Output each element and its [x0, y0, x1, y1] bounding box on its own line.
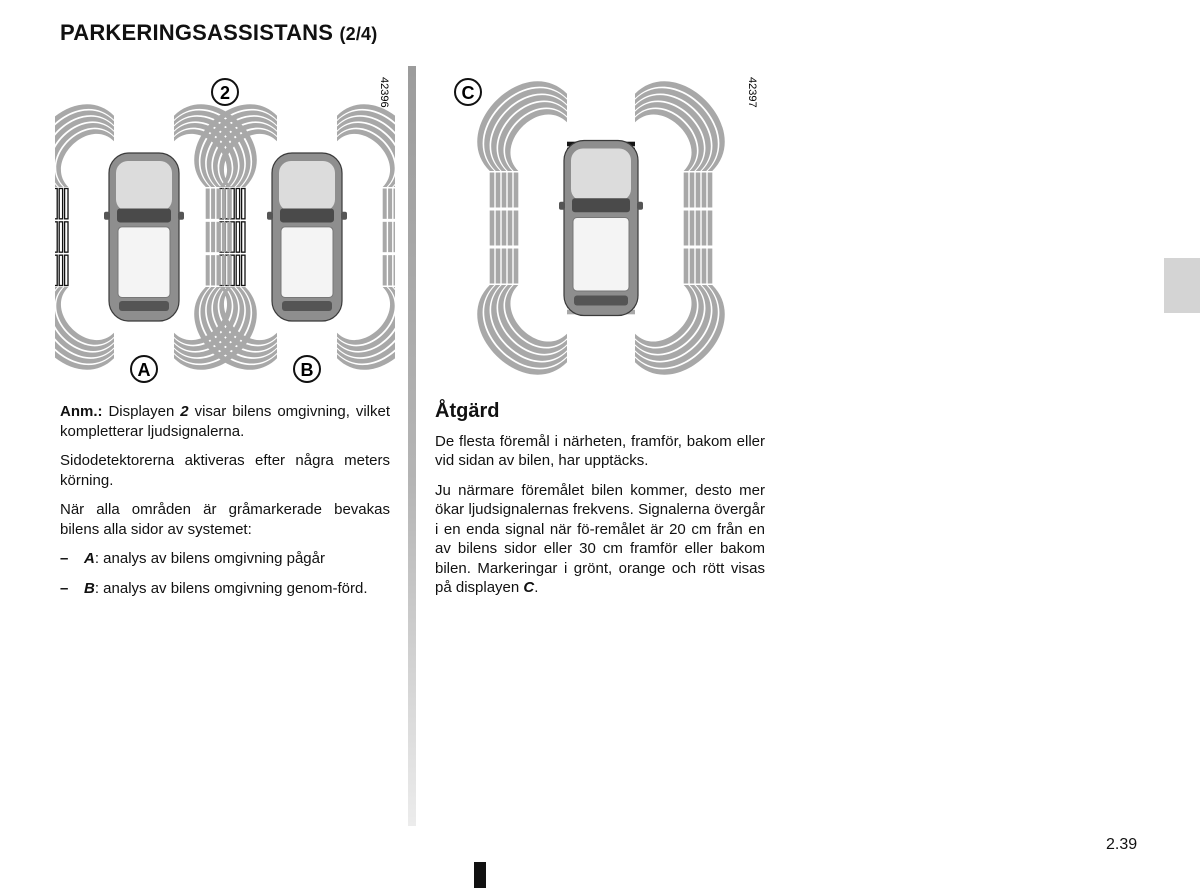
- list-item: – B: analys av bilens omgivning genom-förd.: [60, 579, 368, 597]
- car-top-view: [104, 153, 184, 321]
- column-divider: [408, 66, 416, 826]
- title-sub: (2/4): [339, 24, 378, 44]
- callout-2: [212, 79, 238, 105]
- note-paragraph: Anm.: Displayen 2 visar bilens omgivning, vilket kompletterar ljudsignalerna.: [60, 403, 391, 440]
- signal-paragraph: Ju närmare föremålet bilen kommer, desto mer ökar ljudsignalernas frekvens. Signalerna övergår i en enda signal när fö-remålet är 20 cm från en av bilens sidor eller 30 cm framför eller bakom bilen. Markeringar i grönt, orange och rött visas på displayen C.: [435, 481, 765, 596]
- right-column: [435, 402, 765, 608]
- page-title: [60, 20, 377, 46]
- section-heading: Åtgärd: [435, 400, 500, 422]
- list-item: – A: analys av bilens omgivning pågår: [60, 550, 325, 567]
- detection-paragraph: De flesta föremål i närheten, framför, bakom eller vid sidan av bilen, har upptäcks.: [435, 432, 765, 469]
- label-b: B: [300, 360, 314, 380]
- side-detectors-paragraph: Sidodetektorerna aktiveras efter några meters körning.: [60, 452, 390, 489]
- display-ref: C: [523, 579, 535, 596]
- sensor-display-c: [477, 81, 725, 375]
- callout-2-label: 2: [219, 83, 231, 103]
- parking-display-figure-1: [55, 65, 395, 390]
- chapter-tab: [1164, 258, 1200, 313]
- sensor-displays-ab: [55, 104, 395, 370]
- gray-areas-paragraph: När alla områden är gråmarkerade bevakas bilens alla sidor av systemet:: [60, 501, 390, 538]
- left-column: [60, 402, 390, 608]
- title-main: PARKERINGSASSISTANS: [60, 20, 334, 45]
- page-number: 2.39: [1106, 836, 1138, 853]
- parking-display-figure-2: [440, 65, 770, 390]
- callout-a: [131, 356, 157, 382]
- note-ref: 2: [180, 403, 189, 420]
- car-top-view: [267, 153, 347, 321]
- callout-b: [294, 356, 320, 382]
- figure-ref-number: 42396: [378, 77, 390, 108]
- callout-c: [455, 79, 481, 105]
- figure-ref-number: 42397: [746, 77, 758, 108]
- car-top-view: [559, 141, 643, 316]
- callout-c-label: C: [461, 83, 475, 103]
- label-a: A: [137, 360, 151, 380]
- note-label: Anm.:: [60, 403, 103, 420]
- page-marker: [474, 862, 486, 888]
